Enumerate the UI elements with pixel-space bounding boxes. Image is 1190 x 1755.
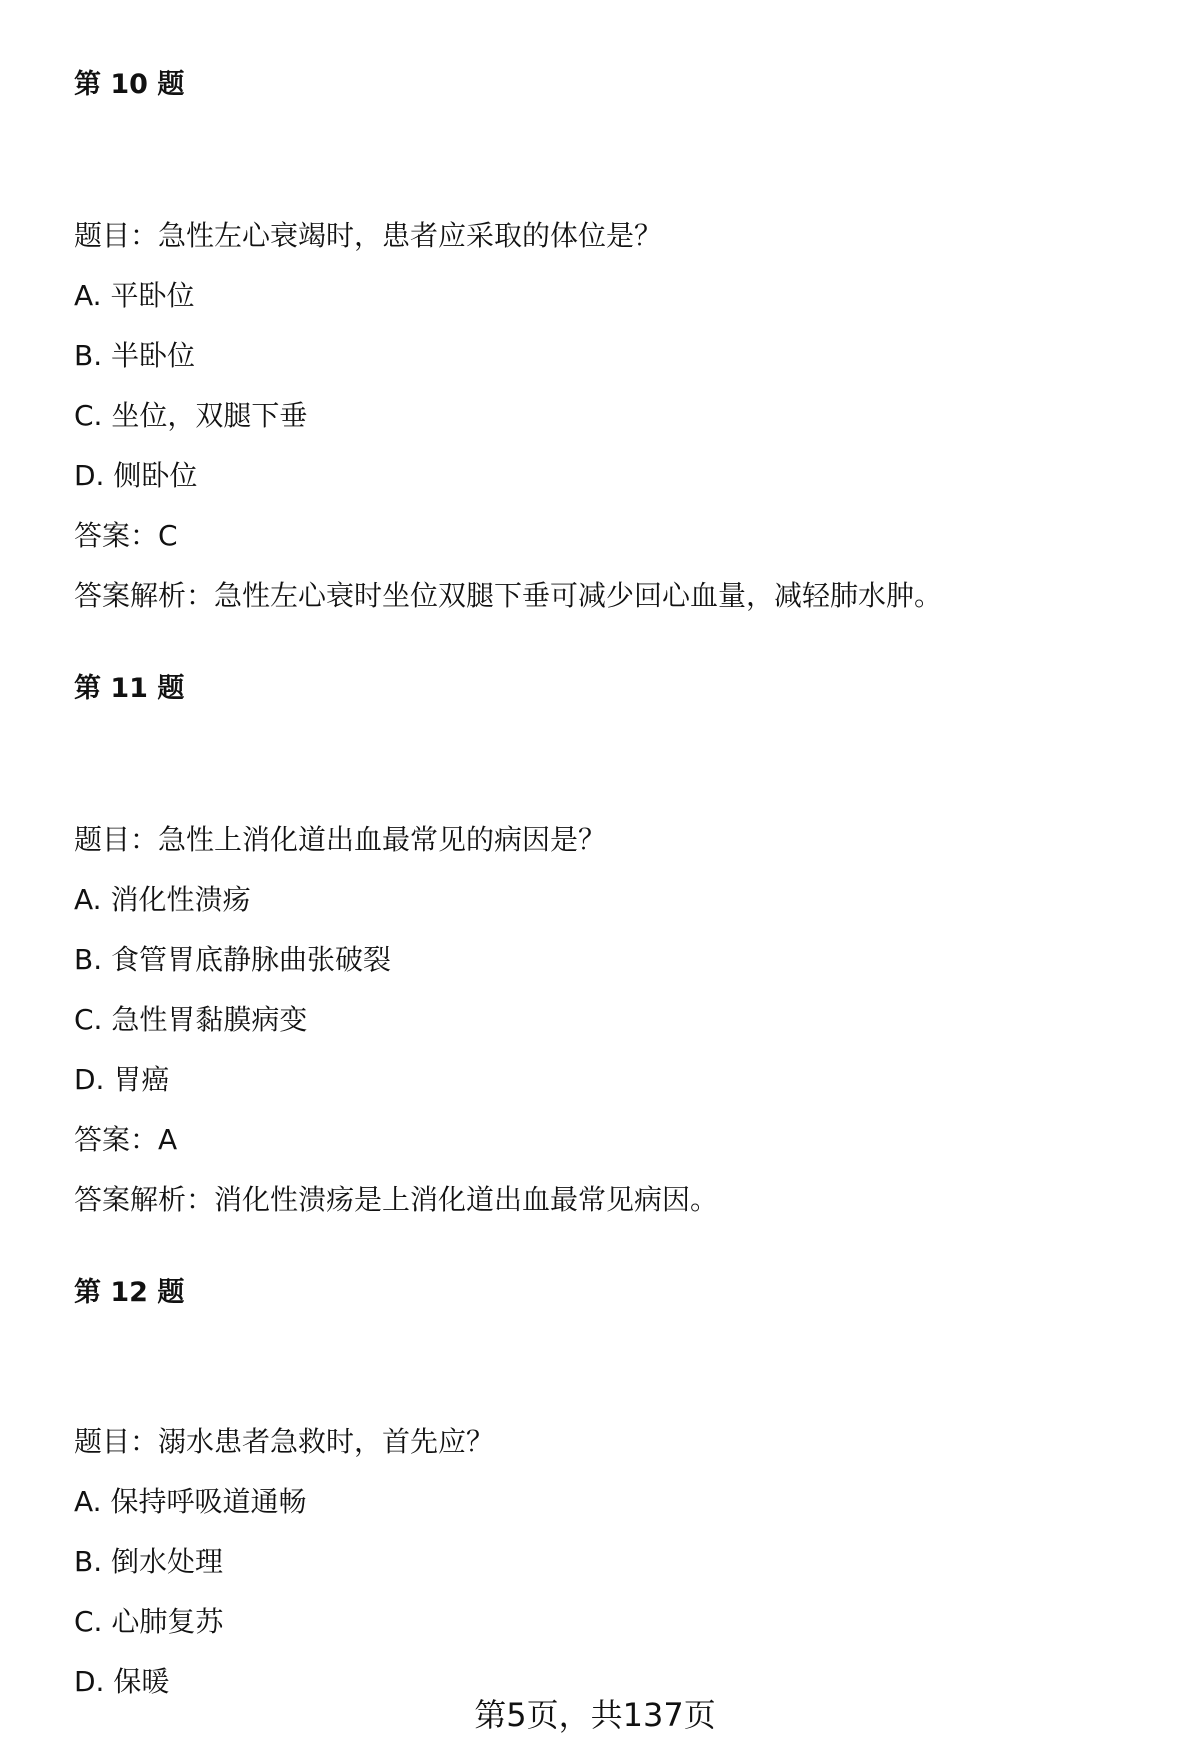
question-10-text: 题目：急性左心衰竭时，患者应采取的体位是？ <box>74 219 663 252</box>
page-number-footer: 第5页，共137页 <box>474 1696 716 1734</box>
question-12-option-b: B. 倒水处理 <box>74 1545 224 1578</box>
question-11-text: 题目：急性上消化道出血最常见的病因是？ <box>74 823 607 856</box>
question-10-option-b: B. 半卧位 <box>74 339 196 372</box>
question-10-option-d: D. 侧卧位 <box>74 459 198 492</box>
question-10-explanation: 答案解析：急性左心衰时坐位双腿下垂可减少回心血量，减轻肺水肿。 <box>74 579 943 612</box>
question-12-heading: 第 12 题 <box>74 1277 185 1308</box>
question-12-option-c: C. 心肺复苏 <box>74 1605 224 1638</box>
question-11-option-d: D. 胃癌 <box>74 1063 170 1096</box>
question-12-option-d: D. 保暖 <box>74 1665 170 1698</box>
question-11-answer: 答案：A <box>74 1123 178 1156</box>
question-12-text: 题目：溺水患者急救时，首先应？ <box>74 1425 495 1458</box>
question-11-option-c: C. 急性胃黏膜病变 <box>74 1003 308 1036</box>
question-11-option-a: A. 消化性溃疡 <box>74 883 251 916</box>
question-10-option-a: A. 平卧位 <box>74 279 195 312</box>
question-10-heading: 第 10 题 <box>74 69 185 100</box>
question-11-option-b: B. 食管胃底静脉曲张破裂 <box>74 943 392 976</box>
question-10-option-c: C. 坐位，双腿下垂 <box>74 399 308 432</box>
question-11-explanation: 答案解析：消化性溃疡是上消化道出血最常见病因。 <box>74 1183 719 1216</box>
question-10-answer: 答案：C <box>74 519 178 552</box>
question-11-heading: 第 11 题 <box>74 673 185 704</box>
question-12-option-a: A. 保持呼吸道通畅 <box>74 1485 307 1518</box>
